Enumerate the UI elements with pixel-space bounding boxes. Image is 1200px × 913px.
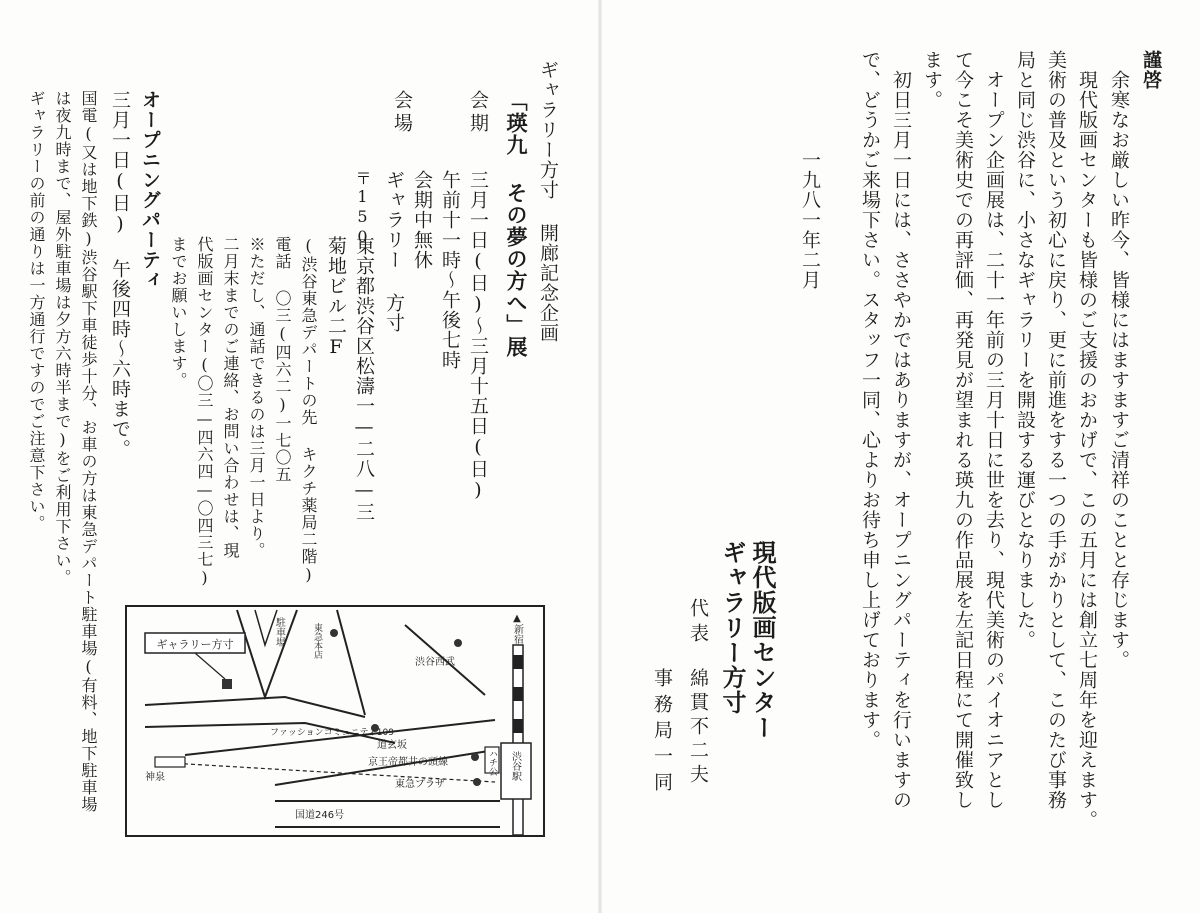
contact-note: 二月末までのご連絡、お問い合わせは、現 (221, 236, 240, 559)
map-label-shinjuku: ▲新宿 (511, 613, 523, 644)
road-v-outer (237, 610, 297, 697)
representative-name: 綿貫不二夫 (687, 668, 709, 788)
jr-line (513, 645, 523, 835)
venue-phone: 電話 〇三(四六二)一七〇五 (273, 236, 292, 483)
map-label-shinsen: 神泉 (145, 772, 165, 783)
letter-paragraph: 局と同じ渋谷に、小さなギャラリーを開設する運びとなりました。 (1014, 50, 1036, 650)
access-info: ギャラリーの前の通りは一方通行ですのでご注意下さい。 (27, 90, 46, 532)
road-diagonal (337, 610, 365, 715)
keio-marker (471, 753, 479, 761)
map-label-plaza: 東急プラザ (395, 779, 445, 790)
party-title: オープニングパーティ (139, 90, 161, 290)
map-label-seibu: 渋谷西武 (415, 657, 455, 668)
letter-heading: 謹啓 (1140, 50, 1162, 90)
representative-title: 代表 (687, 598, 709, 648)
letter-paragraph: 美術の普及という初心に戻り、更に前進をする一つの手がかりとして、このたび事務 (1045, 50, 1067, 810)
letter-paragraph: で、どうかご来場下さい。スタッフ一同、心よりお待ち申し上げております。 (859, 50, 881, 750)
phone-note: ※ただし、通話できるのは三月一日より。 (247, 236, 266, 559)
letter-paragraph: 余寒なお厳しい昨今、皆様にはますますご清祥のことと存じます。 (1108, 70, 1130, 670)
venue-building: 菊地ビル二F (325, 236, 347, 359)
period-note: 会期中無休 (411, 170, 433, 270)
venue-label: 会場 (391, 90, 413, 136)
seibu-marker (454, 639, 462, 647)
venue-address: 東京都渋谷区松濤一—二八—三 (353, 236, 375, 522)
period-dates: 三月一日(日)〜三月十五日(日) (467, 170, 489, 502)
party-time: 三月一日(日) 午後四時〜六時まで。 (109, 90, 131, 459)
period-hours: 午前十一時〜午後七時 (439, 170, 461, 370)
plaza-marker (473, 778, 481, 786)
gallery-name: ギャラリー方寸 (718, 540, 747, 715)
exhibition-title: 「瑛九 その夢の方へ」展 (504, 90, 529, 358)
main-road-top (145, 697, 365, 717)
letter-paragraph: オープン企画展は、二十一年前の三月十日に世を去り、現代美術のパイオニアとし (983, 70, 1005, 810)
access-info: 国電(又は地下鉄)渋谷駅下車徒歩十分、お車の方は東急デパート駐車場(有料、地下駐車場 (79, 90, 98, 813)
map-label-fashion: ファッションコミュニティ109 (270, 728, 394, 738)
map-label-gallery: ギャラリー方寸 (156, 638, 234, 651)
letter-paragraph: て今こそ美術史での再評価、再発見が望まれる瑛九の作品展を左記日程にて開催致し (952, 50, 974, 810)
contact-note: までお願いします。 (169, 236, 188, 389)
map-drawing (125, 605, 545, 837)
map-label-station: 渋谷駅 (509, 751, 521, 781)
access-info: は夜九時まで、屋外駐車場は夕方六時半まで)をご利用下さい。 (53, 90, 72, 586)
letter-paragraph: 初日三月一日には、ささやかではありますが、オープニングパーティを行いますの (890, 70, 912, 810)
contact-note: 代版画センター(〇三—四六四—〇四三七) (195, 236, 214, 588)
map-label-parking: 駐車場 (273, 617, 285, 647)
gallery-marker (222, 679, 232, 689)
venue-name: ギャラリー 方寸 (383, 170, 405, 333)
organization-name: 現代版画センター (748, 540, 777, 740)
letter-paragraph: ます。 (921, 50, 943, 110)
postal-code: 〒150 (353, 170, 372, 247)
letter-paragraph: 現代版画センターも皆様のご支援のおかげで、この五月には創立七周年を迎えます。 (1076, 70, 1098, 830)
map-label-tokyu-honten: 東急本店 (312, 623, 322, 659)
map-label-route246: 国道246号 (295, 810, 345, 821)
map-label-keio: 京王帝都井の頭線 (368, 757, 448, 768)
venue-directions: (渋谷東急デパートの先 キクチ薬局二階) (299, 236, 318, 585)
map-label-hachiko: ハチ公 (487, 749, 497, 776)
tokyu-honten-marker (330, 629, 338, 637)
period-label: 会期 (467, 90, 489, 136)
letter-date: 一九八一年二月 (799, 150, 821, 290)
exhibition-intro: ギャラリー方寸 開廊記念企画 (537, 60, 559, 343)
map-label-dogenzaka: 道玄坂 (377, 740, 407, 751)
letter-page (600, 0, 1200, 913)
office-signature: 事務局一同 (651, 668, 673, 798)
shinsen-station (155, 757, 185, 767)
access-map (125, 605, 545, 837)
